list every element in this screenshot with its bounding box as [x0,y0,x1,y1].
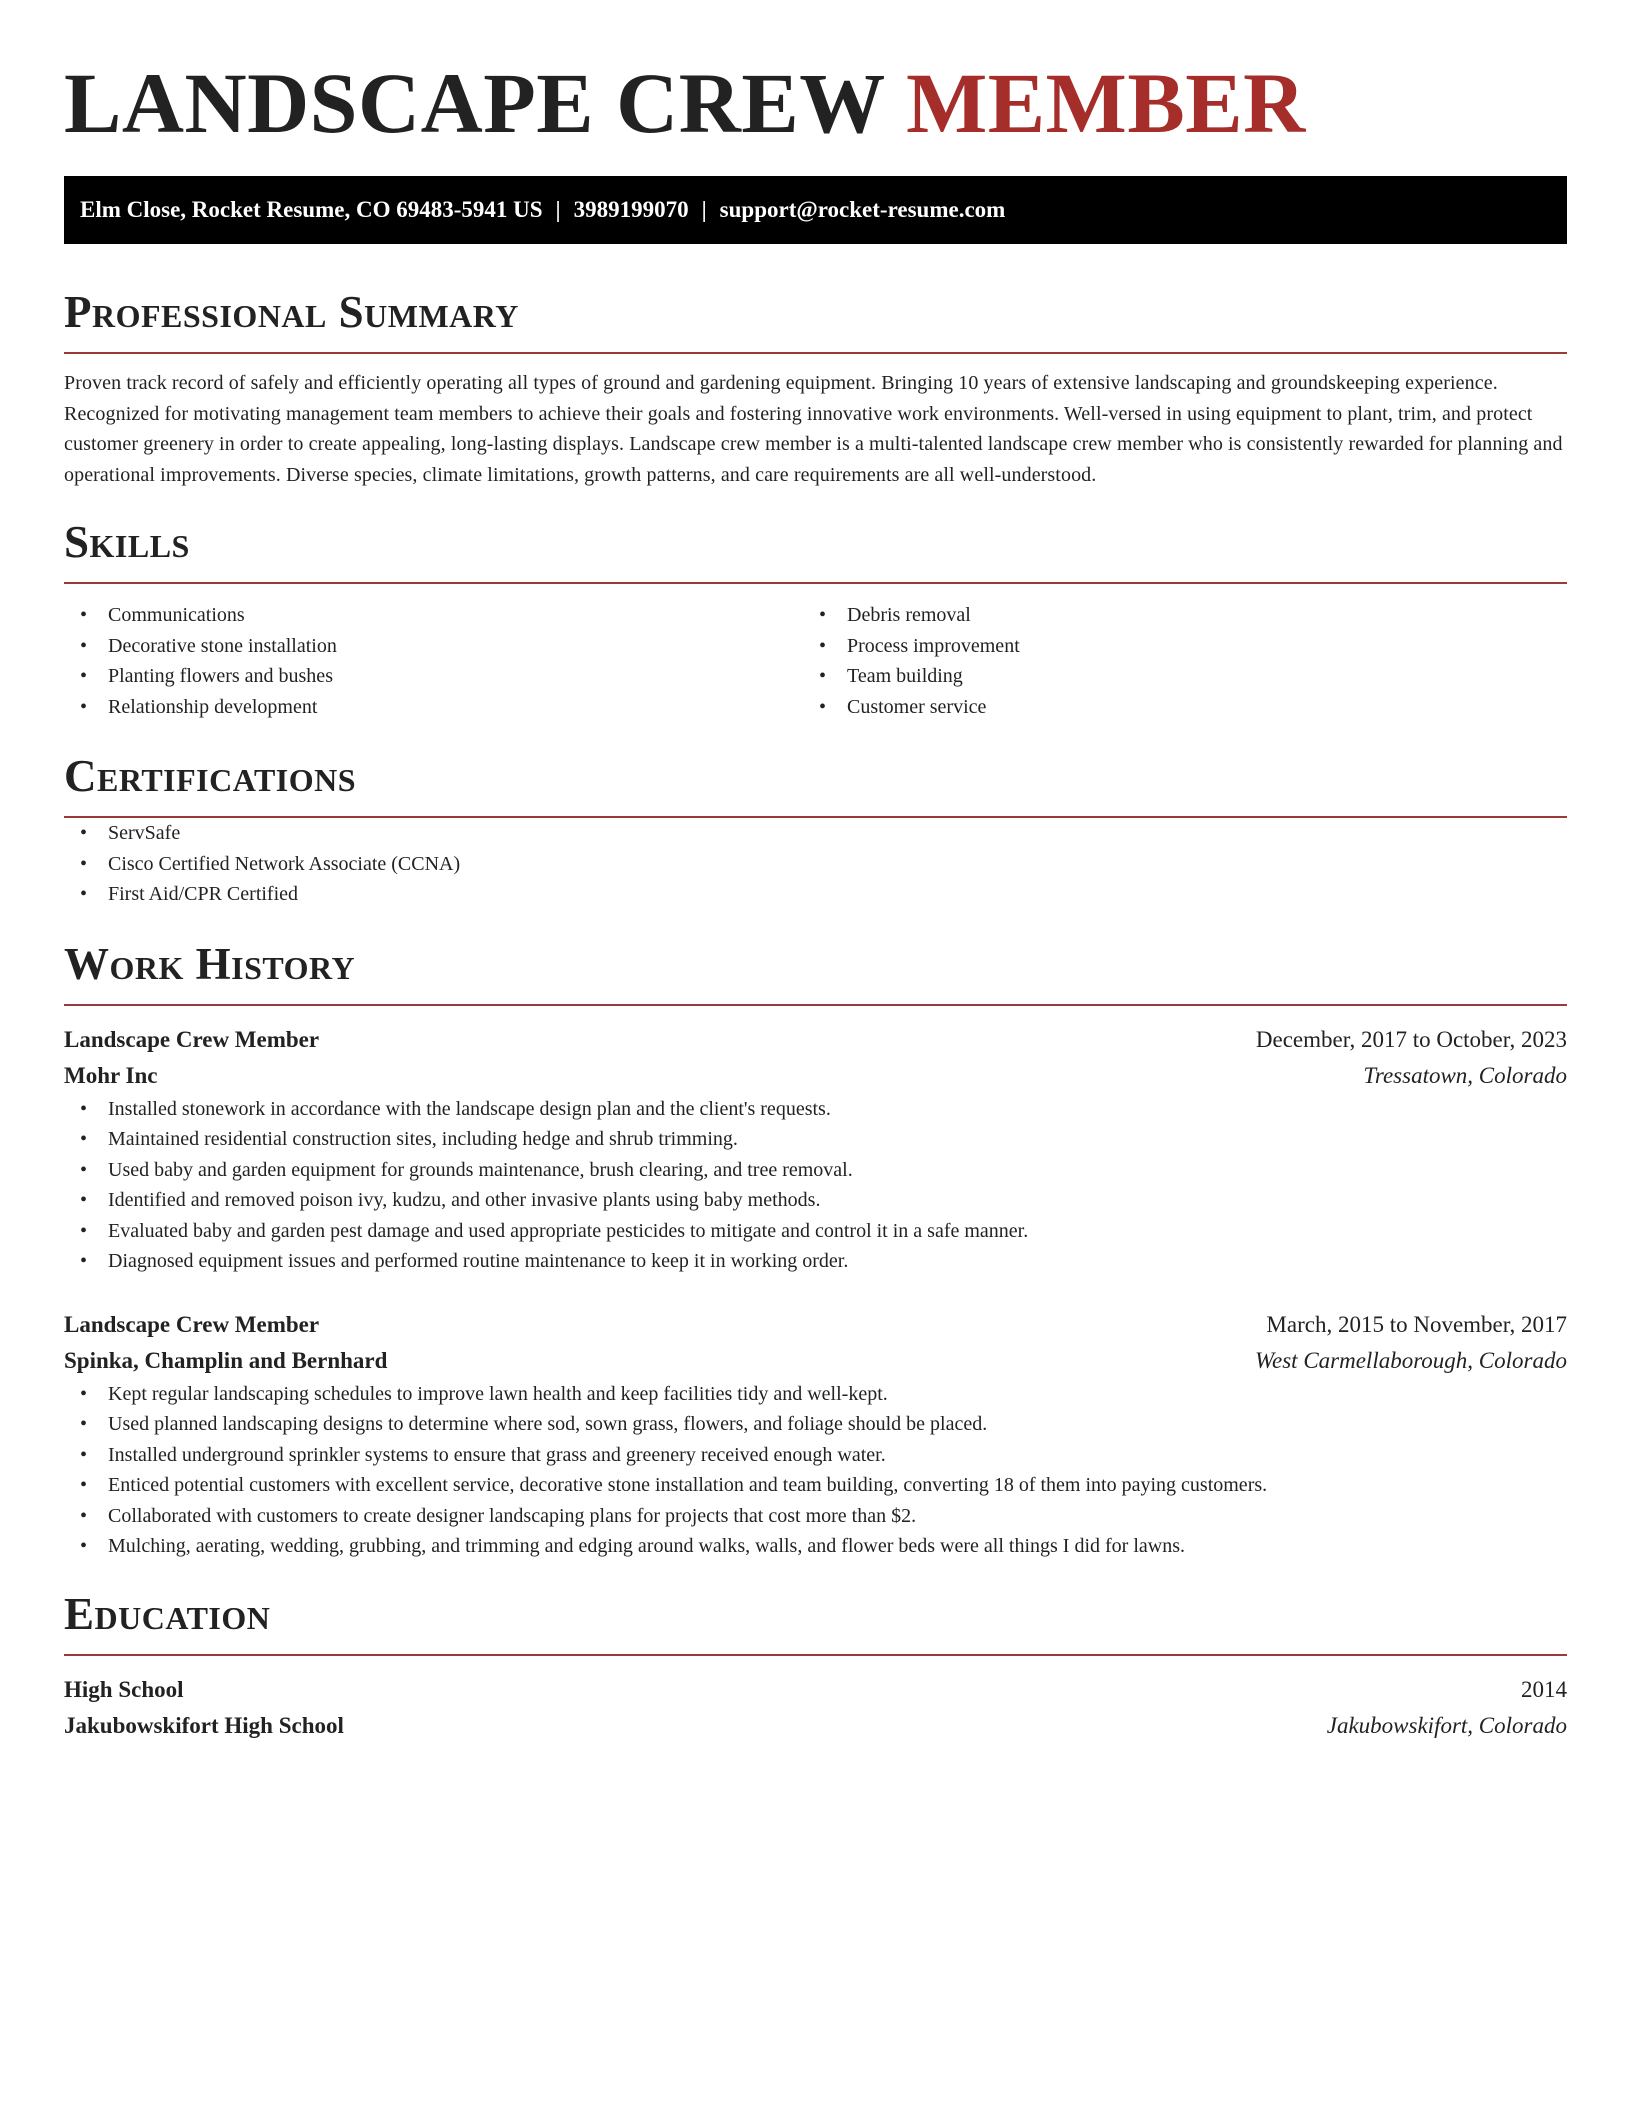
list-item: • ServSafe [64,818,1567,849]
list-item: • First Aid/CPR Certified [64,879,1567,910]
list-item: • Decorative stone installation [64,631,803,662]
skills-column-right [803,600,1542,722]
job-dates: December, 2017 to October, 2023 [1255,1026,1567,1052]
contact-address: Elm Close, Rocket Resume, CO 69483-5941 US [80,197,543,222]
skills-section [64,516,1567,722]
education-school-row [64,1708,1567,1744]
education-degree: High School [64,1676,184,1702]
job-location: Tressatown, Colorado [1363,1062,1567,1088]
education-school: Jakubowskifort High School [64,1712,344,1738]
contact-phone[interactable]: 3989199070 [573,197,689,222]
list-item: • Enticed potential customers with excellent service, decorative stone installation and team building, converting 18 of them into paying customers. [64,1470,1567,1501]
title-main: LANDSCAPE CREW [64,55,885,151]
summary-section [64,286,1567,490]
section-divider [64,1004,1567,1006]
section-divider [64,582,1567,584]
list-item: • Process improvement [803,631,1542,662]
list-item: • Planting flowers and bushes [64,661,803,692]
section-heading: Work History [64,938,356,989]
job-company: Mohr Inc [64,1062,158,1088]
job-entry [64,1022,1567,1277]
section-divider [64,1654,1567,1656]
list-item: • Communications [64,600,803,631]
list-item: • Cisco Certified Network Associate (CCNA) [64,849,1567,880]
list-item: • Used baby and garden equipment for grounds maintenance, brush clearing, and tree removal. [64,1155,1567,1186]
skills-grid [64,600,1567,722]
contact-separator: | [701,197,707,222]
job-company: Spinka, Champlin and Bernhard [64,1347,388,1373]
job-header-row [64,1022,1567,1058]
list-item: • Evaluated baby and garden pest damage and used appropriate pesticides to mitigate and control it in a safe manner. [64,1216,1567,1247]
list-item: • Installed stonework in accordance with the landscape design plan and the client's requests. [64,1094,1567,1125]
job-company-row [64,1343,1567,1379]
section-heading: Skills [64,517,190,567]
job-entry [64,1307,1567,1562]
job-company-row [64,1058,1567,1094]
summary-text: Proven track record of safely and efficiently operating all types of ground and gardening equipment. Bringing 10 years of extensive landscaping and groundskeeping experience. Recognized for motivating management team members to achieve their goals and fostering innovative work environments. Well-versed in using equipment to plant, trim, and protect customer greenery in order to create appealing, long-lasting displays. Landscape crew member is a multi-talented landscape crew member who is consistently rewarded for planning and operational improvements. Diverse species, climate limitations, growth patterns, and care requirements are all well-understood. [64,372,1563,486]
contact-bar [64,176,1567,244]
certifications-section [64,750,1567,910]
resume-page [64,0,1567,1744]
job-header-row [64,1307,1567,1343]
education-year: 2014 [1521,1676,1567,1702]
job-title: Landscape Crew Member [64,1311,320,1337]
certifications-list [64,818,1567,910]
section-heading: Education [64,1588,271,1639]
list-item: • Installed underground sprinkler systems to ensure that grass and greenery received enough water. [64,1440,1567,1471]
list-item: • Maintained residential construction sites, including hedge and shrub trimming. [64,1124,1567,1155]
list-item: • Mulching, aerating, wedding, grubbing, and trimming and edging around walks, walls, and flower beds were all things I did for lawns. [64,1531,1567,1562]
skills-column-left [64,600,803,722]
list-item: • Debris removal [803,600,1542,631]
job-dates: March, 2015 to November, 2017 [1266,1311,1567,1337]
list-item: • Customer service [803,692,1542,723]
section-divider [64,352,1567,354]
list-item: • Collaborated with customers to create designer landscaping plans for projects that cost more than $2. [64,1501,1567,1532]
list-item: • Used planned landscaping designs to determine where sod, sown grass, flowers, and foliage should be placed. [64,1409,1567,1440]
list-item: • Identified and removed poison ivy, kudzu, and other invasive plants using baby methods. [64,1185,1567,1216]
job-title: Landscape Crew Member [64,1026,320,1052]
list-item: • Relationship development [64,692,803,723]
contact-email[interactable]: support@rocket-resume.com [719,197,1006,222]
work-history-section [64,938,1567,1562]
job-location: West Carmellaborough, Colorado [1254,1347,1567,1373]
education-header-row [64,1672,1567,1708]
page-title [64,0,1567,151]
list-item: • Team building [803,661,1542,692]
education-section [64,1588,1567,1744]
job-bullets [64,1094,1567,1277]
education-location: Jakubowskifort, Colorado [1326,1712,1567,1738]
section-heading: Professional Summary [64,287,519,337]
section-heading: Certifications [64,751,357,801]
list-item: • Diagnosed equipment issues and performed routine maintenance to keep it in working order. [64,1246,1567,1277]
contact-separator: | [555,197,561,222]
job-bullets [64,1379,1567,1562]
list-item: • Kept regular landscaping schedules to improve lawn health and keep facilities tidy and well-kept. [64,1379,1567,1410]
education-entry [64,1672,1567,1744]
title-accent: MEMBER [906,55,1306,151]
